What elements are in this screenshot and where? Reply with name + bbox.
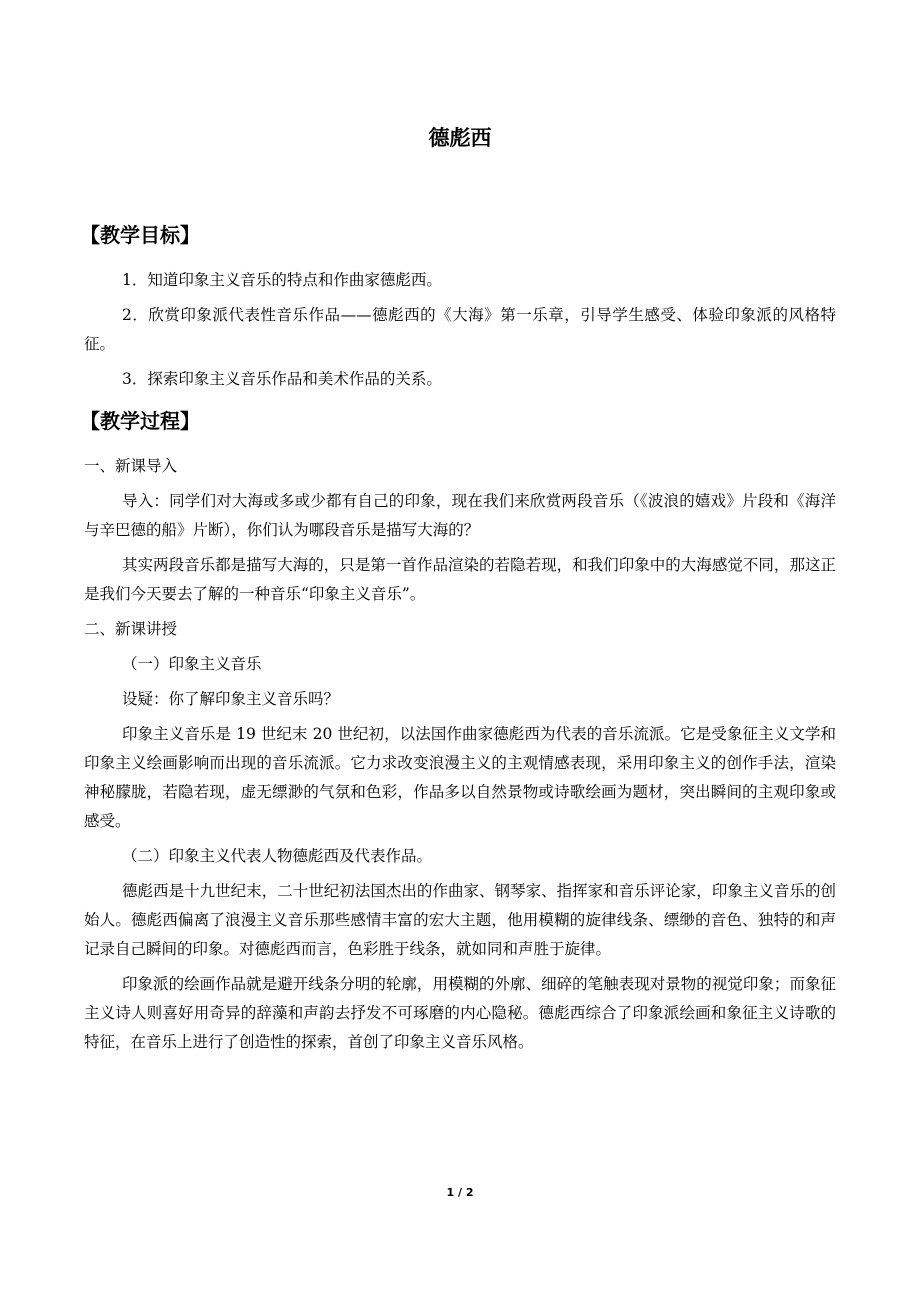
process-body	[84, 452, 836, 1057]
goal-item-2: 2．欣赏印象派代表性音乐作品——德彪西的《大海》第一乐章，引导学生感受、体验印象派的风格特征。	[84, 306, 836, 353]
page-number: 1 / 2	[446, 1186, 474, 1199]
goal-item-1: 1．知道印象主义音乐的特点和作曲家德彪西。	[122, 271, 442, 289]
process-heading: 【教学过程】	[80, 409, 200, 433]
goals-heading: 【教学目标】	[80, 223, 200, 247]
part1-paragraph-2: 其实两段音乐都是描写大海的，只是第一首作品渲染的若隐若现，和我们印象中的大海感觉不同，那这正是我们今天要去了解的一种音乐“印象主义音乐”。	[84, 556, 836, 603]
sub1-question: 设疑：你了解印象主义音乐吗？	[122, 690, 340, 708]
sub1-paragraph: 印象主义音乐是 19 世纪末 20 世纪初，以法国作曲家德彪西为代表的音乐流派。它是受象征主义文学和印象主义绘画影响而出现的音乐流派。它力求改变浪漫主义的主观情感表现，采用印象主义的创作手法，渲染神秘朦胧，若隐若现，虚无缥渺的气氛和色彩，作品多以自然景物或诗歌绘画为题材，突出瞬间的主观印象或感受。	[84, 725, 836, 830]
part1-paragraph-1: 导入：同学们对大海或多或少都有自己的印象，现在我们来欣赏两段音乐（《波浪的嬉戏》片段和《海洋与辛巴德的船》片断），你们认为哪段音乐是描写大海的？	[84, 492, 836, 539]
goals-list	[84, 266, 836, 394]
sub2-paragraph-1: 德彪西是十九世纪末，二十世纪初法国杰出的作曲家、钢琴家、指挥家和音乐评论家，印象主义音乐的创始人。德彪西偏离了浪漫主义音乐那些感情丰富的宏大主题，他用模糊的旋律线条、缥缈的音色、独特的和声记录自己瞬间的印象。对德彪西而言，色彩胜于线条，就如同和声胜于旋律。	[84, 882, 836, 958]
part2-heading: 二、新课讲授	[84, 620, 178, 638]
sub2-paragraph-2: 印象派的绘画作品就是避开线条分明的轮廓，用模糊的外廓、细碎的笔触表现对景物的视觉印象；而象征主义诗人则喜好用奇异的辞藻和声韵去抒发不可琢磨的内心隐秘。德彪西综合了印象派绘画和象征主义诗歌的特征，在音乐上进行了创造性的探索，首创了印象主义音乐风格。	[84, 975, 836, 1051]
sub1-heading: （一）印象主义音乐	[122, 655, 262, 673]
document-title: 德彪西	[428, 126, 492, 150]
part1-heading: 一、新课导入	[84, 457, 178, 475]
goal-item-3: 3．探索印象主义音乐作品和美术作品的关系。	[122, 370, 442, 388]
sub2-heading: （二）印象主义代表人物德彪西及代表作品。	[122, 847, 433, 865]
